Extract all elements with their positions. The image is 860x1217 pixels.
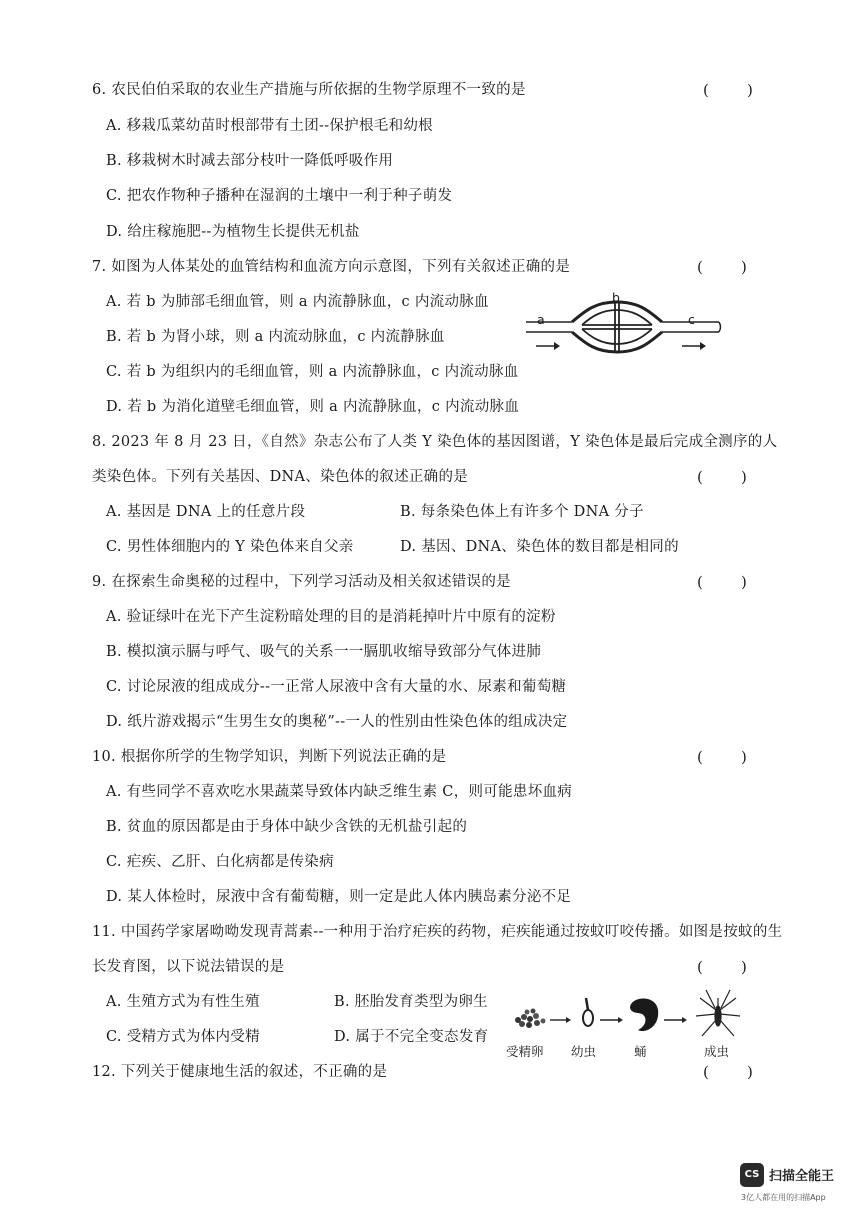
question-11-option-a: A. 生殖方式为有性生殖 [106, 994, 260, 1010]
question-6-option-a: A. 移栽瓜菜幼苗时根部带有土团--保护根毛和幼根 [106, 118, 433, 134]
question-9-option-c: C. 讨论尿液的组成成分--一正常人尿液中含有大量的水、尿素和葡萄糖 [106, 679, 567, 695]
question-8-answer-bracket: ( ) [697, 468, 747, 486]
camscanner-logo-icon: CS [740, 1163, 764, 1187]
question-6-option-d: D. 给庄稼施肥--为植物生长提供无机盐 [106, 224, 360, 240]
question-8-stem-line-2: 类染色体。下列有关基因、DNA、染色体的叙述正确的是 [92, 469, 469, 485]
question-8-option-c: C. 男性体细胞内的 Y 染色体来自父亲 [106, 539, 354, 555]
question-12-stem: 12. 下列关于健康地生活的叙述，不正确的是 [92, 1064, 388, 1080]
watermark-app-name: 扫描全能王 [769, 1169, 835, 1184]
question-11-option-b: B. 胚胎发育类型为卵生 [334, 994, 488, 1010]
vessel-label-a: a [537, 312, 545, 327]
question-8-option-a: A. 基因是 DNA 上的任意片段 [106, 504, 306, 520]
question-10-answer-bracket: ( ) [697, 748, 747, 766]
question-7-option-c: C. 若 b 为组织内的毛细血管，则 a 内流静脉血，c 内流动脉血 [106, 364, 519, 380]
question-7-option-b: B. 若 b 为肾小球，则 a 内流动脉血，c 内流静脉血 [106, 329, 445, 345]
question-11-option-d: D. 属于不完全变态发育 [334, 1029, 489, 1045]
question-7-stem: 7. 如图为人体某处的血管结构和血流方向示意图，下列有关叙述正确的是 [92, 259, 571, 275]
question-10-option-c: C. 疟疾、乙肝、白化病都是传染病 [106, 854, 334, 870]
vessel-label-c: c [688, 312, 695, 327]
question-10-option-d: D. 某人体检时，尿液中含有葡萄糖，则一定是此人体内胰岛素分泌不足 [106, 889, 572, 905]
question-6-answer-bracket: ( ) [703, 81, 753, 99]
question-9-option-d: D. 纸片游戏揭示“生男生女的奥秘”--一人的性别由性染色体的组成决定 [106, 714, 568, 730]
question-10-option-b: B. 贫血的原因都是由于身体中缺少含铁的无机盐引起的 [106, 819, 468, 835]
watermark-tagline: 3亿人都在用的扫描App [741, 1193, 826, 1202]
question-9-option-b: B. 模拟演示膈与呼气、吸气的关系一一膈肌收缩导致部分气体进肺 [106, 644, 542, 660]
question-11-stem-line-1: 11. 中国药学家屠呦呦发现青蒿素--一种用于治疗疟疾的药物，疟疾能通过按蚊叮咬传播。如图是按蚊的生 [92, 924, 783, 940]
question-8-option-d: D. 基因、DNA、染色体的数目都是相同的 [400, 539, 679, 555]
egg-cluster-icon [515, 1009, 546, 1029]
scanner-watermark [740, 1163, 850, 1208]
question-7-option-d: D. 若 b 为消化道壁毛细血管，则 a 内流静脉血，c 内流动脉血 [106, 399, 520, 415]
question-7-answer-bracket: ( ) [697, 258, 747, 276]
question-9-answer-bracket: ( ) [697, 573, 747, 591]
life-cycle-label-pupa: 蛹 [634, 1044, 647, 1059]
question-8-stem-line-1: 8. 2023 年 8 月 23 日，《自然》杂志公布了人类 Y 染色体的基因图谱，Y 染色体是最后完成全测序的人 [92, 434, 778, 450]
question-9-option-a: A. 验证绿叶在光下产生淀粉暗处理的目的是消耗掉叶片中原有的淀粉 [106, 609, 556, 625]
question-11-option-c: C. 受精方式为体内受精 [106, 1029, 260, 1045]
larva-icon [583, 998, 593, 1026]
question-8-option-b: B. 每条染色体上有许多个 DNA 分子 [400, 504, 644, 520]
life-cycle-label-adult: 成虫 [704, 1044, 730, 1059]
question-12-answer-bracket: ( ) [703, 1063, 753, 1081]
question-7-option-a: A. 若 b 为肺部毛细血管，则 a 内流静脉血，c 内流动脉血 [106, 294, 489, 310]
pupa-icon [630, 999, 658, 1032]
question-10-stem: 10. 根据你所学的生物学知识，判断下列说法正确的是 [92, 749, 447, 765]
mosquito-life-cycle-diagram [506, 986, 766, 1042]
question-9-stem: 9. 在探索生命奥秘的过程中，下列学习活动及相关叙述错误的是 [92, 574, 511, 590]
question-11-stem-line-2: 长发育图，以下说法错误的是 [92, 959, 285, 975]
life-cycle-label-egg: 受精卵 [506, 1044, 544, 1059]
question-11-answer-bracket: ( ) [697, 958, 747, 976]
life-cycle-label-larva: 幼虫 [571, 1044, 597, 1059]
question-6-stem: 6. 农民伯伯采取的农业生产措施与所依据的生物学原理不一致的是 [92, 82, 526, 98]
vessel-label-b: b [612, 290, 620, 305]
question-6-option-b: B. 移栽树木时减去部分枝叶一降低呼吸作用 [106, 153, 394, 169]
question-6-option-c: C. 把农作物种子播种在湿润的土壤中一利于种子萌发 [106, 188, 453, 204]
question-10-option-a: A. 有些同学不喜欢吃水果蔬菜导致体内缺乏维生素 C，则可能患坏血病 [106, 784, 573, 800]
adult-mosquito-icon [696, 990, 740, 1036]
